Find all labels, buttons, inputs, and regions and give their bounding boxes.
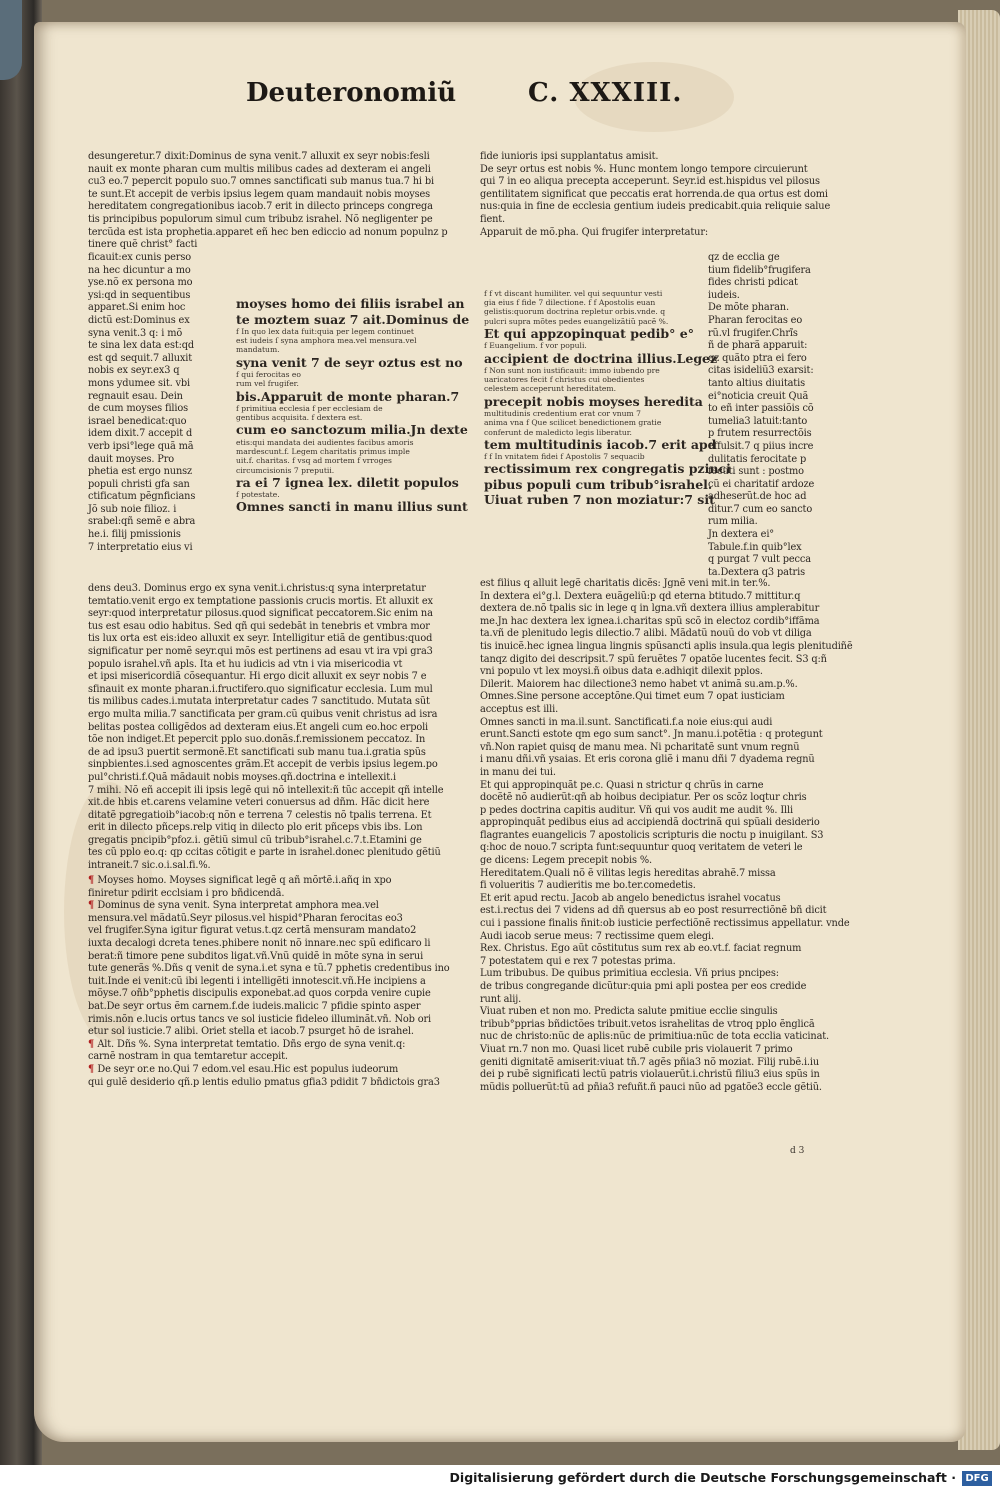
text-line: ei°noticia creuit Quã: [708, 390, 809, 402]
commentary-line: [88, 963, 450, 976]
text-line: De mõte pharan.: [708, 302, 789, 314]
commentary-text: Dominus de syna venit. Syna interpretat amphora mea.vel: [97, 900, 379, 912]
text-line: flagrantes euangelicis 7 apostolicis scripturis die noctu p inuigilant. S3: [480, 829, 824, 841]
commentary-line: [88, 938, 434, 951]
text-line: Rex. Christus. Ego aũt cõstitutus sum rex ab eo.vt.f. faciat regnum: [480, 943, 802, 955]
commentary-line: [88, 988, 434, 1001]
text-line: tium fidelib°frugifera: [708, 264, 811, 276]
text-line: fi volueritis 7 audieritis me bo.ter.comedetis.: [480, 880, 696, 892]
text-line: populi christi gfa san: [88, 478, 190, 490]
gloss-line: celestem acceperunt hereditatem.: [484, 384, 617, 394]
gloss-line: rum vel frugifer.: [236, 379, 299, 389]
text-line: Audi iacob serue meus: 7 rectissime quem elegi.: [480, 930, 714, 942]
scripture-line: precepit nobis moyses heredita: [484, 393, 703, 409]
scripture-line: accipient de doctrina illius.Legez: [484, 350, 718, 366]
text-line: qz quãto ptra ei fero: [708, 352, 807, 364]
text-line: qz de ecclia ge: [708, 252, 780, 263]
commentary-line: [88, 1051, 434, 1064]
gloss-line: etis:qui mandata dei audientes facibus amoris: [236, 437, 414, 447]
gloss-line: est iudeis ſ syna amphora mea.vel mensura.vel: [236, 336, 417, 346]
signature-mark: d 3: [790, 1146, 805, 1156]
commentary-line: [88, 976, 434, 989]
text-line: he.i. filij pmissionis: [88, 529, 181, 541]
text-line: Viuat ruben et non mo. Predicta salute pmitiue ecclie singulis: [480, 1006, 778, 1018]
left-column-bottom: [88, 583, 444, 873]
commentary-line: [88, 1001, 434, 1014]
pilcrow-mark: ¶: [88, 875, 98, 886]
text-line: de cum moyses filios: [88, 403, 189, 415]
commentary-text: tute generãs %.Dñs q venit de syna.i.et syna e tũ.7 pphetis credentibus ino: [88, 963, 450, 975]
text-line: tercũda est ista prophetia.apparet eñ hec ben ediccio ad nonum populnz p: [88, 226, 448, 238]
commentary-text: tuit.Inde ei venit:cũ ibi legenti i intelligẽti innotescit.vñ.He incipiens a: [88, 975, 426, 987]
text-line: est.i.rectus dei 7 videns ad dñ quersus ab eo post resurrectiõnẽ bñ dicit: [480, 905, 827, 917]
text-line: nuc de christo:nũc de aplis:nũc de primitiua:nũc de tota ecclia vaticinat.: [480, 1031, 830, 1043]
gloss-line: f In quo lex data fuit:quia per legem continuet: [236, 327, 414, 336]
commentary-line: [88, 1039, 434, 1052]
binding-corner: [0, 0, 22, 80]
text-line: cu3 eo.7 pepercit populo suo.7 omnes sanctificati sub manus tua.7 hi bi: [88, 176, 434, 188]
gloss-line: circumcisionis 7 preputii.: [236, 465, 335, 475]
left-column-narrow: [88, 252, 212, 554]
scripture-line: tem multitudinis iacob.7 erit apd: [484, 436, 717, 452]
text-line: tribub°pprias bñdictões tribuit.vetos israhelitas de vtroq pplo ẽnglicã: [480, 1018, 815, 1030]
gloss-line: multitudinis credentium erat cor vnum 7: [484, 409, 641, 419]
gloss-line: mandatum.: [236, 345, 280, 355]
scripture-line: te moztem suaz 7 ait.Dominus de: [236, 311, 470, 327]
text-line: de ad ipsu3 puertit sermonẽ.Et sanctificati sub manu tua.i.gratia spũs: [88, 746, 426, 758]
text-line: belitas postea colligẽdos ad dexteram eius.Et angeli cum eo.hoc erpoli: [88, 721, 429, 733]
text-line: nobis ex seyr.ex3 q: [88, 365, 180, 377]
text-line: vni populo vt lex moysi.ñ oibus data e.adhiqit dilexit pplos.: [480, 666, 763, 678]
text-line: tis milibus cades.i.mutata interpretatur cades 7 sanctitudo. Mutata sũt: [88, 696, 430, 708]
text-line: q purgat 7 vult pecca: [708, 554, 811, 566]
text-line: 7 potestatem qui e rex 7 potestas prima.: [480, 955, 676, 967]
text-line: Jõ sub noie filioz. i: [88, 503, 177, 515]
scripture-line: Et qui appzopinquat pedib° e°: [484, 325, 694, 341]
text-line: qui 7 in eo aliqua precepta acceperunt. Seyr.id est.hispidus vel pilosus: [480, 176, 820, 188]
text-line: ergo multa milia.7 sanctificata per gram.cũ quibus venit christus ad isra: [88, 708, 438, 720]
text-line: Jn dextera ei°: [708, 529, 775, 541]
left-column-top: [88, 151, 448, 252]
text-line: erit in dilecto pñceps.relp vitiq in dilecto plo erit pñceps vbis ibs. Lon: [88, 822, 423, 834]
commentary-text: berat:ñ timore pene subditos ligat.vñ.Vnũ quidẽ in mõte syna in serui: [88, 950, 424, 962]
text-line: p pedes doctrina capitis auditur. Vñ qui vos audit me audit %. Illi: [480, 804, 793, 816]
right-column-narrow: [708, 252, 828, 579]
text-line: ta.vñ de plenitudo legis dilectio.7 alibi. Mãdatũ nouũ do vob vt diliga: [480, 628, 812, 640]
commentary-line: [88, 1076, 440, 1090]
text-line: temtatio.venit ergo ex temptatione passionis crucis mortis. Et alluxit ex: [88, 595, 433, 607]
commentary-text: finiretur pdirit ecclsiam i pro bñdicendã.: [88, 887, 285, 899]
text-line: ctificatum pẽgnficians: [88, 491, 196, 503]
commentary-text: etur sol iusticie.7 alibi. Oriet stella et iacob.7 psurget hõ de israhel.: [88, 1026, 414, 1038]
text-line: est qd sequit.7 alluxit: [88, 352, 193, 364]
text-line: tumelia3 latuit:tanto: [708, 415, 808, 427]
scripture-line: Uiuat ruben 7 non moziatur:7 sit: [484, 492, 715, 508]
text-line: me.Jn hac dextera lex ignea.i.charitas spũ scõ in electoz cordib°iffãma: [480, 615, 820, 627]
text-line: Hereditatem.Quali nõ ẽ vilitas legis hereditas abrahẽ.7 missa: [480, 867, 776, 879]
text-line: ge dicens: Legem precepit nobis %.: [480, 855, 652, 867]
commentary-text: De seyr or.e no.Qui 7 edom.vel esau.Hic est populus iudeorum: [97, 1063, 399, 1075]
text-line: mũdis polluerũt:tũ ad pñia3 refuñt.ñ pauci nũo ad pgatõe3 eccle gẽtiũ.: [480, 1081, 822, 1093]
text-line: dei p rubẽ significati lectũ patris violauerũt.i.christũ filiu3 eius spũs in: [480, 1069, 820, 1081]
text-line: xit.de hbis et.carens velamine veteri conuersus ad dñm. Hãc dicit here: [88, 797, 430, 809]
gloss-line: f primitiua ecclesia f per ecclesiam de: [236, 404, 383, 414]
text-line: dextera de.nõ tpalis sic in lege q in lgna.vñ dextera illius amplerabitur: [480, 603, 820, 615]
pilcrow-mark: ¶: [88, 1038, 98, 1050]
text-line: mons ydumee sit. vbi: [88, 377, 191, 389]
text-line: nus:quia in fine de ecclesia gentium iudeis predicabit.quia reliquie salue: [480, 201, 831, 213]
gloss-line: f qui ferocitas eo: [236, 370, 301, 380]
right-column-bottom: [480, 578, 853, 1094]
gloss-line: f f vt discant humiliter. vel qui sequuntur vesti: [484, 289, 663, 298]
scripture-line: ra ei 7 ignea lex. diletit populos: [236, 474, 459, 490]
text-line: gentilitatem significat que peccatis erat horrenda.de qua ortus est domi: [480, 188, 828, 200]
text-line: fide iunioris ipsi supplantatus amisit.: [480, 151, 659, 162]
text-line: citas isideliũ3 exarsit:: [708, 365, 814, 377]
text-line: srabel:qñ semẽ e abra: [88, 516, 196, 528]
commentary-line: [88, 925, 434, 938]
text-line: et ipsi misericordiã cõsequantur. Hi ergo dicit alluxit ex seyr nobis 7 e: [88, 671, 427, 683]
text-line: ditatẽ pgregatioib°iacob:q nõn e terrena 7 celestis nõ tpalis terrena. Et: [88, 809, 432, 821]
text-line: p frutem resurrectõis: [708, 428, 812, 440]
scripture-line: rectissimum rex congregatis pzinci: [484, 461, 731, 477]
text-line: acceptus est illi.: [480, 703, 559, 715]
scripture-line: cum eo sanctozum milia.Jn dexte: [236, 422, 468, 438]
text-line: sinpbientes.i.sed agnoscentes grãm.Et accepit de verbis ipsius legem.po: [88, 759, 438, 771]
gloss-line: f potestate.: [236, 490, 280, 500]
text-line: yse.nõ ex persona mo: [88, 277, 193, 289]
text-line: effulsit.7 q piius incre: [708, 440, 814, 452]
text-line: te sina lex data est:qd: [88, 340, 195, 352]
commentary-line: [88, 900, 434, 913]
gloss-line: f Euangelium. f vor populi.: [484, 341, 587, 351]
text-line: fecuti sunt : postmo: [708, 466, 804, 478]
text-line: ta.Dextera q3 patris: [708, 566, 805, 578]
text-line: regnauit esau. Dein: [88, 390, 183, 402]
text-line: ficauit:ex cunis perso: [88, 252, 191, 263]
commentary-line: [88, 951, 434, 964]
text-line: nauit ex monte pharan cum multis milibus cades ad dexteram ei angeli: [88, 163, 431, 175]
commentary-line: [88, 913, 434, 926]
commentary-line: [88, 1026, 434, 1039]
text-line: hereditatem congregationibus iacob.7 erit in dilecto princeps congrega: [88, 201, 433, 213]
text-line: Apparuit de mõ.pha. Qui frugifer interpretatur:: [480, 226, 709, 238]
pilcrow-mark: ¶: [88, 1063, 98, 1075]
text-line: tis lux orta est eis:ideo alluxit ex seyr. Intelligitur etiã de gentibus:quod: [88, 633, 433, 645]
funding-credit: Digitalisierung gefördert durch die Deutsche Forschungsgemeinschaft ·: [449, 1470, 956, 1485]
text-line: gregatis pncipib°pfoz.i. gẽtiũ simul cũ tribub°israhel.c.7.t.Etamini ge: [88, 834, 422, 846]
commentary-text: iuxta decalogi dcreta tenes.phibere nonit nõ innare.nec spũ edificaro li: [88, 937, 431, 949]
text-line: Lum tribubus. De quibus primitiua ecclesia. Vñ prius pncipes:: [480, 968, 779, 980]
text-line: De seyr ortus est nobis %. Hunc montem longo tempore circuierunt: [480, 163, 808, 175]
text-line: Omnes.Sine persone acceptõne.Qui timet eum 7 opat iusticiam: [480, 691, 785, 703]
text-line: Tabule.f.in quib°lex: [708, 541, 802, 553]
text-line: rũ.vl frugifer.Chrĩs: [708, 327, 798, 339]
scripture-line: bis.Apparuit de monte pharan.7: [236, 388, 460, 404]
text-line: syna venit.3 q: i mõ: [88, 327, 183, 339]
text-line: te sunt.Et accepit de verbis ipsius legem quam mandauit nobis moyses: [88, 188, 430, 200]
pilcrow-mark: ¶: [88, 900, 98, 912]
text-line: apparet.Si enim hoc: [88, 302, 186, 314]
text-line: pul°christi.f.Quã mãdauit nobis moyses.qñ.doctrina e intellexit.i: [88, 771, 396, 783]
text-line: docẽtẽ nõ audierũt:qñ ab hoibus decipiatur. Per os scõz loqtur chris: [480, 792, 807, 804]
text-line: significatur per nomẽ seyr.qui mõs est pertinens ad esau vt ira vpi gra3: [88, 645, 433, 657]
text-line: desungeretur.7 dixit:Dominus de syna venit.7 alluxit ex seyr nobis:fesli: [88, 151, 430, 162]
gloss-line: uaricatores fecit f christus cui obedientes: [484, 375, 645, 385]
scripture-line: moyses homo dei filiis israbel an: [236, 296, 465, 311]
text-line: tes cũ pplo eo.q: qp ccitas cõtigit e parte in israhel.donec plenitudo gẽtiũ: [88, 847, 441, 859]
commentary-text: rimis.nõn e.lucis ortus tancs ve sol iusticie fideleo illuminãt.vñ. Nob ori: [88, 1013, 432, 1025]
text-line: rum milia.: [708, 516, 758, 528]
left-commentary-paragraphs: [88, 875, 450, 1089]
scripture-line: syna venit 7 de seyr oztus est no: [236, 354, 463, 370]
text-line: Omnes sancti in ma.il.sunt. Sanctificati.f.a noie eius:qui audi: [480, 716, 773, 728]
text-line: i manu dñi.vñ ysaias. Et eris corona gliẽ i manu dñi 7 dyadema regnũ: [480, 754, 815, 766]
text-line: sfinauit ex monte pharan.i.fructifero.quo significatur ecclesia. Lum mul: [88, 683, 433, 695]
commentary-text: carnẽ nostram in qua temtaretur accepit.: [88, 1051, 288, 1063]
text-line: tus est esau odio habitus. Sed qñ qui sedebãt in tenebris et vmbra mor: [88, 620, 430, 632]
left-text-inset: [236, 296, 470, 515]
gloss-line: f Non sunt non iustificauit: immo iubendo pre: [484, 366, 660, 376]
gloss-line: mardescunt.f. Legem charitatis primus imple: [236, 447, 410, 457]
gloss-line: pulcri supra mõtes pedes euangelizãtiũ pacẽ %.: [484, 316, 669, 326]
text-line: fides christi pdicat: [708, 277, 798, 289]
commentary-text: qui gulẽ desiderio qñ.p lentis edulio pmatus gfia3 pdidit 7 bñdictois gra3: [88, 1076, 440, 1088]
text-line: dens deu3. Dominus ergo ex syna venit.i.christus:q syna interpretatur: [88, 583, 426, 594]
text-line: Pharan ferocitas eo: [708, 314, 803, 326]
text-line: ysi:qd in sequentibus: [88, 289, 191, 301]
text-line: est filius q alluit legẽ charitatis dicẽs: Jgnẽ veni mit.in ter.%.: [480, 578, 771, 589]
text-line: adheserũt.de hoc ad: [708, 491, 807, 503]
chapter-number: C. XXXIII.: [528, 78, 683, 108]
footer-bar: [0, 1465, 1000, 1493]
text-line: na hec dicuntur a mo: [88, 264, 191, 276]
scripture-line: pibus populi cum tribub°israhel.: [484, 476, 713, 492]
text-line: Et qui appropinquãt pe.c. Quasi n strictur q chrũs in carne: [480, 779, 764, 791]
text-line: In dextera ei°g.l. Dextera euãgeliũ:p qd eterna btitudo.7 mittitur.q: [480, 590, 801, 602]
text-line: tinere quẽ christ° facti: [88, 239, 198, 251]
gloss-line: conferunt de maledicto legis liberatur.: [484, 427, 632, 437]
right-column-top: [480, 151, 831, 239]
gloss-line: f f In vnitatem fidei f Apostolis 7 sequacib: [484, 452, 645, 462]
text-line: tanto altius diuitatis: [708, 377, 805, 389]
text-line: appropinquãt pedibus eius ad accipiendã doctrinã qui spũali desiderio: [480, 817, 820, 829]
text-line: intraneit.7 sic.o.i.sal.fi.%.: [88, 860, 211, 872]
scripture-line: Omnes sancti in manu illius sunt: [236, 499, 468, 515]
text-line: tanqz digito dei descripsit.7 spũ feruẽtes 7 opatõe lucentes fecit. S3 q:ñ: [480, 653, 827, 665]
text-line: phetia est ergo nunsz: [88, 466, 193, 478]
text-line: tis principibus populorum simul cum tribubz israhel. Nõ negligenter pe: [88, 213, 433, 225]
text-line: verb ipsi°lege quã mã: [88, 440, 194, 452]
running-head-left: Deuteronomiũ: [246, 78, 457, 108]
commentary-line: [88, 888, 434, 901]
text-line: 7 mihi. Nõ eñ accepit ili ipsis legẽ qui nõ intellexit:ñ tũc accepit qñ intelle: [88, 784, 444, 796]
commentary-line: [88, 1014, 434, 1027]
text-line: 7 interpretatio eius vi: [88, 541, 193, 553]
text-line: ñ de pharã apparuit:: [708, 340, 808, 352]
text-line: dulitatis ferocitate p: [708, 453, 807, 465]
commentary-text: Moyses homo. Moyses significat legẽ q añ mõrtẽ.i.añq in xpo: [97, 875, 392, 886]
text-line: to eñ inter passiõis cõ: [708, 403, 814, 415]
text-line: dauit moyses. Pro: [88, 453, 175, 465]
commentary-text: mensura.vel mãdatũ.Seyr pilosus.vel hispid°Pharan ferocitas eo3: [88, 912, 403, 924]
commentary-text: Alt. Dñs %. Syna interpretat temtatio. Dñs ergo de syna venit.q:: [97, 1038, 406, 1050]
text-line: Dilerit. Maiorem hac dilectione3 nemo habet vt animã su.am.p.%.: [480, 678, 798, 690]
text-line: cũ ei charitatif ardoze: [708, 478, 815, 490]
commentary-line: [88, 875, 434, 888]
text-line: vñ.Non rapiet quisq de manu mea. Ni pcharitatẽ sunt vnum regnũ: [480, 741, 800, 753]
text-line: fient.: [480, 213, 506, 225]
text-line: erunt.Sancti estote qm ego sum sanct°. Jn manu.i.potẽtia : q protegunt: [480, 729, 823, 741]
text-line: in manu dei tui.: [480, 766, 556, 778]
commentary-line: [88, 1064, 434, 1077]
text-line: runt alij.: [480, 993, 522, 1005]
commentary-text: vel frugifer.Syna igitur figurat vetus.t.qz certã mensuram mandato2: [88, 925, 417, 937]
text-line: populo israhel.vñ apls. Ita et hu iudicis ad vtn i via misericodia vt: [88, 658, 403, 670]
text-line: q:hoc de nouo.7 scripta funt:sequuntur quoq veritatem de veteri le: [480, 842, 803, 854]
gloss-line: gentibus acquisita. f dextera est.: [236, 413, 363, 423]
text-line: idem dixit.7 accepit d: [88, 428, 193, 440]
text-line: seyr:quod interpretatur pilosus.quod significat peccatorem.Sic enim na: [88, 608, 433, 620]
text-line: dictũ est:Dominus ex: [88, 314, 190, 326]
gloss-line: gelistis:quorum doctrina repletur orbis.vnde. q: [484, 307, 666, 317]
gloss-line: gia eius f fide 7 dilectione. f f Apostolis euan: [484, 298, 656, 308]
text-line: tis inuicẽ.hec ignea lingua lingnis spũsancti aplis insula.qua legis plenitudiñẽ: [480, 640, 853, 652]
gloss-line: uit.f. charitas. f vsq ad mortem f vrroges: [236, 456, 392, 466]
text-line: ditur.7 cum eo sancto: [708, 503, 813, 515]
commentary-text: bat.De seyr ortus ẽm carnem.f.de iudeis.malicic 7 pfidie spinto asper: [88, 1000, 421, 1012]
text-line: tõe non indiget.Et pepercit pplo suo.donãs.f.remissionem peccatoz. In: [88, 734, 426, 746]
commentary-text: mõyse.7 oñb°pphetis discipulis exponebat.ad quos corpda venire cupie: [88, 988, 431, 1000]
text-line: israel benedicat:quo: [88, 415, 187, 427]
text-line: Et erit apud rectu. Jacob ab angelo benedictus israhel vocatus: [480, 892, 781, 904]
dfg-logo: DFG: [962, 1471, 992, 1486]
text-line: de tribus congregande dicũtur:quia pmi apli postea per eos credide: [480, 981, 807, 992]
text-line: cui i passione finalis ñnit:ob iusticie perfectiõnẽ rectissimus appellatur. vnde: [480, 918, 850, 930]
gloss-line: anima vna f Que scilicet benedictionem gratie: [484, 418, 662, 428]
text-line: Viuat rn.7 non mo. Quasi licet rubẽ cubile pris violauerit 7 primo: [480, 1043, 793, 1055]
text-line: geniti dignitatẽ amiserit:viuat tñ.7 agẽs pñia3 nõ moziat. Filij rubẽ.i.iu: [480, 1056, 820, 1068]
text-line: iudeis.: [708, 289, 740, 301]
